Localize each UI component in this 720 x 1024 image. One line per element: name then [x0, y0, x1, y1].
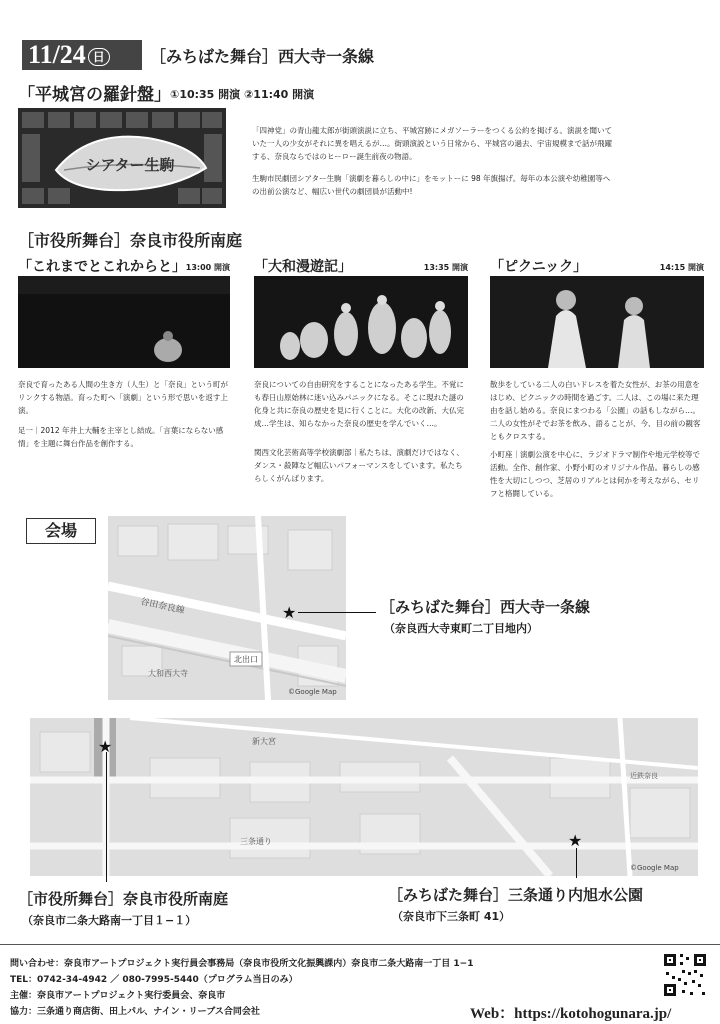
troupe-description: 関西文化芸術高等学校演劇部｜私たちは、演劇だけではなく、ダンス・殺陣など幅広いパフォーマンスをしています。私たちらしくがんばります。 — [254, 448, 464, 483]
city-map[interactable] — [30, 718, 698, 876]
qr-code-icon[interactable] — [662, 952, 708, 998]
contact-line: 問い合わせ：奈良市アートプロジェクト実行員会事務局（奈良市役所文化振興課内）奈良市二条大路南一丁目 1−1 — [10, 959, 474, 969]
map-credit: ©Google Map — [630, 864, 679, 872]
organizer-line: 主催：奈良市アートプロジェクト実行委員会、奈良市 — [10, 991, 226, 1001]
map-station-label: 大和西大寺 — [148, 669, 188, 678]
show-title: 「大和漫遊記」 — [254, 259, 352, 275]
city-stage-header: ［市役所舞台］奈良市役所南庭 — [18, 231, 243, 250]
star-marker-icon: ★ — [568, 831, 583, 850]
map-caption: ［みちばた舞台］西大寺一条線 — [380, 598, 591, 616]
map-road-label: 三条通り — [240, 837, 272, 846]
troupe-description: 小町座｜演劇公演を中心に、ラジオドラマ制作や地元学校等で活動。全作、創作家、小野小町のオリジナル作品。暮らしの感性を大切にしつつ、芝居のリアルとは何かを考えながら、セリフと格闘している。 — [490, 450, 700, 498]
show-title: 「平城宮の羅針盤」 — [18, 85, 171, 105]
theater-logo-image — [18, 108, 226, 208]
show-times: ①10:35 開演 ②11:40 開演 — [170, 88, 315, 101]
show-description: 奈良で育ったある人間の生き方（人生）と「奈良」という町がリンクする物語。育った町へ「演劇」という形で思いを返す上演。 — [18, 380, 228, 415]
show-time: 14:15 開演 — [659, 263, 704, 272]
map-caption: ［市役所舞台］奈良市役所南庭 — [18, 890, 229, 908]
show-photo — [490, 276, 704, 368]
map-exit-label: 北出口 — [234, 655, 258, 664]
venue-header: ［みちばた舞台］西大寺一条線 — [150, 47, 375, 66]
map-address: （奈良西大寺東町二丁目地内） — [384, 622, 538, 635]
website-link[interactable]: Web：https://kotohogunara.jp/ — [470, 1006, 672, 1022]
saidaiji-map[interactable] — [108, 516, 346, 700]
leader-line — [106, 752, 107, 882]
weekday-badge: 日 — [88, 48, 110, 66]
show-photo — [18, 276, 230, 368]
troupe-description: 生駒市民劇団シアター生駒「演劇を暮らしの中に」をモットーに 98 年旗揚げ。毎年の本公演や幼稚園等への出前公演など、幅広い世代の劇団員が活動中! — [252, 174, 611, 196]
show-title: 「これまでとこれからと」 — [18, 259, 186, 275]
cooperation-line: 協力：三条通り商店街、田上パル、ナイン・リーブス合同会社 — [10, 1007, 260, 1017]
venue-label: 会場 — [26, 518, 96, 544]
show-time: 13:35 開演 — [423, 263, 468, 272]
star-marker-icon: ★ — [282, 603, 297, 622]
show-photo — [254, 276, 468, 368]
leader-line — [576, 848, 577, 878]
phone-line: TEL：0742-34-4942 ／ 080-7995-5440（プログラム当日のみ） — [10, 975, 298, 985]
star-marker-icon: ★ — [98, 737, 113, 756]
show-time: 13:00 開演 — [185, 263, 230, 272]
show-description: 「四神党」の青山龍太郎が街頭演説に立ち、平城宮跡にメガソーラーをつくる公約を掲げる。演説を聞いていた一人の少女がそれに異を唱えるが…。街頭演説という日常から、平城宮の過去、宇宙規模まで話が飛躍する、奈良ならではのヒーロー誕生前夜の物語。 — [252, 126, 612, 161]
theater-logo-text: シアター生駒 — [85, 156, 175, 174]
map-caption: ［みちばた舞台］三条通り内旭水公園 — [388, 886, 644, 904]
footer-divider — [0, 944, 720, 945]
leader-line — [298, 612, 376, 613]
map-road-label: 谷田奈良線 — [139, 597, 186, 617]
map-address: （奈良市二条大路南一丁目１−１） — [22, 914, 197, 927]
show-title: 「ピクニック」 — [490, 259, 588, 275]
troupe-description: 足一｜2012 年井上大輔を主宰とし結成。「言葉にならない感情」を主題に舞台作品を創作する。 — [18, 426, 224, 448]
map-address: （奈良市下三条町 41） — [392, 910, 511, 923]
map-credit: ©Google Map — [288, 688, 337, 696]
map-station-label: 新大宮 — [252, 737, 276, 746]
date-text: 11/24 — [28, 40, 86, 69]
show-description: 散歩をしている二人の白いドレスを着た女性が、お茶の用意をはじめ、ピクニックの時間を過ごす。二人は、この場に来た理由を話し始める。奈良にまつわる「公園」の話もしながら…。二人の女性がそでお茶を飲み、語ることが、今、目の前の観客ともクロスする。 — [490, 380, 701, 441]
date-badge — [22, 40, 142, 70]
show-description: 奈良についての自由研究をすることになったある学生。不覚にも春日山原始林に迷い込みパニックになる。そこに現れた謎の化身と共に奈良の歴史を見に行くことに。大化の改新、大仏完成…学生は、知らなかった奈良の歴史を学んでいく…。 — [254, 380, 464, 428]
map-station-label: 近鉄奈良 — [630, 772, 658, 780]
